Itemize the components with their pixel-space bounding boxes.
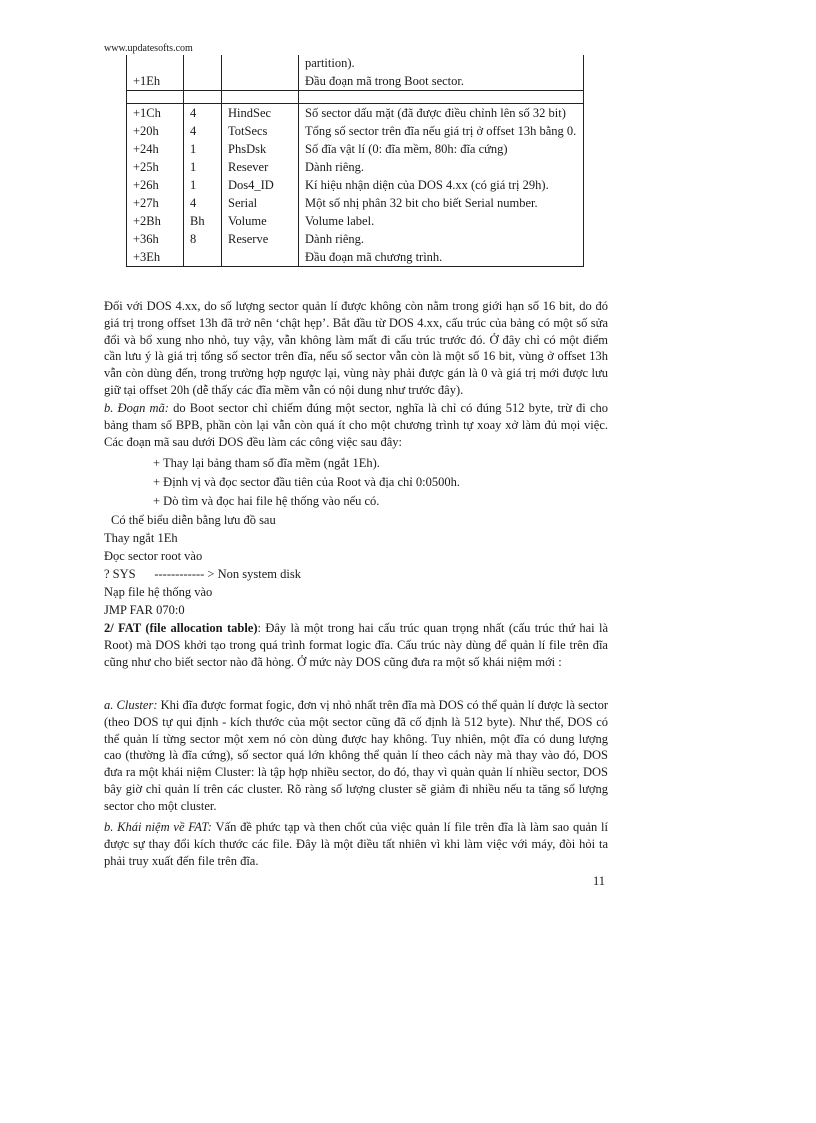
- cell-desc: Số đĩa vật lí (0: đĩa mềm, 80h: đĩa cứng): [299, 140, 584, 158]
- cell-size: 1: [184, 140, 222, 158]
- cell-offset: +1Ch: [127, 104, 184, 123]
- cell-name: Serial: [222, 194, 299, 212]
- cell-offset: +36h: [127, 230, 184, 248]
- page-number: 11: [593, 874, 606, 888]
- paragraph-fat-concept: [104, 819, 608, 869]
- list-item: + Định vị và đọc sector đầu tiên của Root và địa chỉ 0:0500h.: [153, 475, 460, 489]
- cell-desc: Đầu đoạn mã chương trình.: [299, 248, 584, 267]
- fat-intro-text: : Đây là một trong hai cấu trúc quan trọng nhất (cấu trúc thứ hai là Root) mà DOS khởi tạo trong quá trình format logic đĩa. Cấu trúc này dùng để quản lí file trên đĩa cũng như cho biết sector nào đã hỏng. Ở mức này DOS cũng đưa ra một số khái niệm mới :: [104, 621, 608, 669]
- cell-size: 4: [184, 104, 222, 123]
- paragraph-code-section: [104, 400, 608, 450]
- cell-name: [222, 72, 299, 91]
- cell-desc: Dành riêng.: [299, 158, 584, 176]
- cell-desc: Kí hiệu nhận diện của DOS 4.xx (có giá trị 29h).: [299, 176, 584, 194]
- cell-offset: +26h: [127, 176, 184, 194]
- cell-size: 1: [184, 176, 222, 194]
- cell-size: 1: [184, 158, 222, 176]
- table-row: [127, 140, 584, 158]
- table-row: [127, 104, 584, 123]
- cell-desc: Dành riêng.: [299, 230, 584, 248]
- cell-offset: +20h: [127, 122, 184, 140]
- cell-size: [184, 55, 222, 72]
- paragraph-dos4: Đối với DOS 4.xx, do số lượng sector quản lí được không còn nằm trong giới hạn số 16 bit, do đó giá trị trong offset 13h đã trở nên ‘chật hẹp’. Bắt đầu từ DOS 4.xx, cấu trúc của bảng có một số sửa đổi và bổ xung nho nhỏ, tuy vậy, vẫn không làm mất đi cấu trúc trước đó. Ở đây chỉ có một điểm cần lưu ý là giá trị tổng số sector trên đĩa, nếu số sector vẫn còn là một số 16 bit, vùng ở offset 13h vẫn còn dùng đến, trong trường hợp ngược lại, vùng này phải được gán là 0 và giá trị mới được lưu giữ tại offset 20h (dễ thấy các đĩa mềm vẫn có nội dung như trước đây).: [104, 299, 608, 397]
- site-watermark: www.updatesofts.com: [104, 43, 193, 54]
- list-item: + Dò tìm và đọc hai file hệ thống vào nếu có.: [153, 494, 380, 508]
- flow-step: Nạp file hệ thống vào: [104, 585, 213, 599]
- paragraph-fat: [104, 620, 608, 670]
- cell-name: PhsDsk: [222, 140, 299, 158]
- table-row: [127, 248, 584, 267]
- flow-step: Thay ngắt 1Eh: [104, 531, 178, 545]
- cell-size: [184, 72, 222, 91]
- cell-offset: +24h: [127, 140, 184, 158]
- table-gap-row: [127, 91, 584, 104]
- cell-size: Bh: [184, 212, 222, 230]
- cell-desc: Đầu đoạn mã trong Boot sector.: [299, 72, 584, 91]
- fat-heading: 2/ FAT (file allocation table): [104, 621, 258, 635]
- cell-name: HindSec: [222, 104, 299, 123]
- cell-offset: +1Eh: [127, 72, 184, 91]
- list-item: + Thay lại bảng tham số đĩa mềm (ngắt 1Eh).: [153, 456, 380, 470]
- table-row: [127, 230, 584, 248]
- flowchart-intro: Có thể biểu diễn bằng lưu đồ sau: [111, 513, 276, 527]
- cell-offset: +3Eh: [127, 248, 184, 267]
- cell-size: 8: [184, 230, 222, 248]
- cell-desc: Số sector dấu mặt (đã được điều chỉnh lên số 32 bit): [299, 104, 584, 123]
- paragraph-cluster: [104, 697, 608, 815]
- cell-offset: [127, 55, 184, 72]
- code-section-label: b. Đoạn mã:: [104, 401, 169, 415]
- cell-size: 4: [184, 194, 222, 212]
- cell-name: [222, 248, 299, 267]
- cluster-text: Khi đĩa được format fogic, đơn vị nhỏ nhất trên đĩa mà DOS có thể quản lí được là sector (theo DOS tự qui định - kích thước của một sector cũng đã cố định là 512 byte). Như thế, DOS có thể quản lí từng sector một xem nó còn dùng được hay không. Tuy nhiên, một đĩa có dung lượng cao (thường là đĩa cứng), số sector quá lớn không thể quản lí theo cách này mà thay vào đó, DOS đưa ra một khái niệm Cluster: là tập hợp nhiều sector, do đó, thay vì quản quản lí nhiều sector, DOS bây giờ chỉ quản lí trên các cluster. Rõ ràng số lượng cluster sẽ giảm đi nhiều nếu ta tăng số lượng sector cho một cluster.: [104, 698, 608, 813]
- cell-name: TotSecs: [222, 122, 299, 140]
- cell-offset: +27h: [127, 194, 184, 212]
- table-row: [127, 158, 584, 176]
- cell-name: Dos4_ID: [222, 176, 299, 194]
- flow-step: JMP FAR 070:0: [104, 603, 185, 617]
- table-row: [127, 212, 584, 230]
- cell-name: Reserve: [222, 230, 299, 248]
- cell-size: 4: [184, 122, 222, 140]
- flow-step: ? SYS ------------ > Non system disk: [104, 567, 301, 581]
- flow-step: Đọc sector root vào: [104, 549, 203, 563]
- table-row: [127, 122, 584, 140]
- cell-name: [222, 55, 299, 72]
- cluster-label: a. Cluster:: [104, 698, 158, 712]
- cell-offset: +2Bh: [127, 212, 184, 230]
- table-row: [127, 194, 584, 212]
- fat-concept-label: b. Khái niệm về FAT:: [104, 820, 212, 834]
- bpb-table: [126, 55, 584, 267]
- cell-desc: partition).: [299, 55, 584, 72]
- cell-name: Resever: [222, 158, 299, 176]
- table-row: [127, 72, 584, 91]
- cell-desc: Tổng số sector trên đĩa nếu giá trị ở offset 13h bằng 0.: [299, 122, 584, 140]
- code-section-text: do Boot sector chỉ chiếm đúng một sector, nghĩa là chỉ có đúng 512 byte, trừ đi cho bảng tham số BPB, phần còn lại vẫn còn quá ít cho một chương trình tự xoay xở làm đủ mọi việc. Các đoạn mã sau dưới DOS đều làm các công việc sau đây:: [104, 401, 608, 449]
- cell-offset: +25h: [127, 158, 184, 176]
- cell-desc: Volume label.: [299, 212, 584, 230]
- table-row: [127, 176, 584, 194]
- table-row: [127, 55, 584, 72]
- cell-size: [184, 248, 222, 267]
- cell-desc: Một số nhị phân 32 bit cho biết Serial number.: [299, 194, 584, 212]
- cell-name: Volume: [222, 212, 299, 230]
- fat-concept-text: Vấn đề phức tạp và then chốt của việc quản lí file trên đĩa là làm sao quản lí được sự thay đổi kích thước các file. Đây là một điều tất nhiên vì khi làm việc với máy, đòi hỏi ta phải truy xuất đến file trên đĩa.: [104, 820, 608, 868]
